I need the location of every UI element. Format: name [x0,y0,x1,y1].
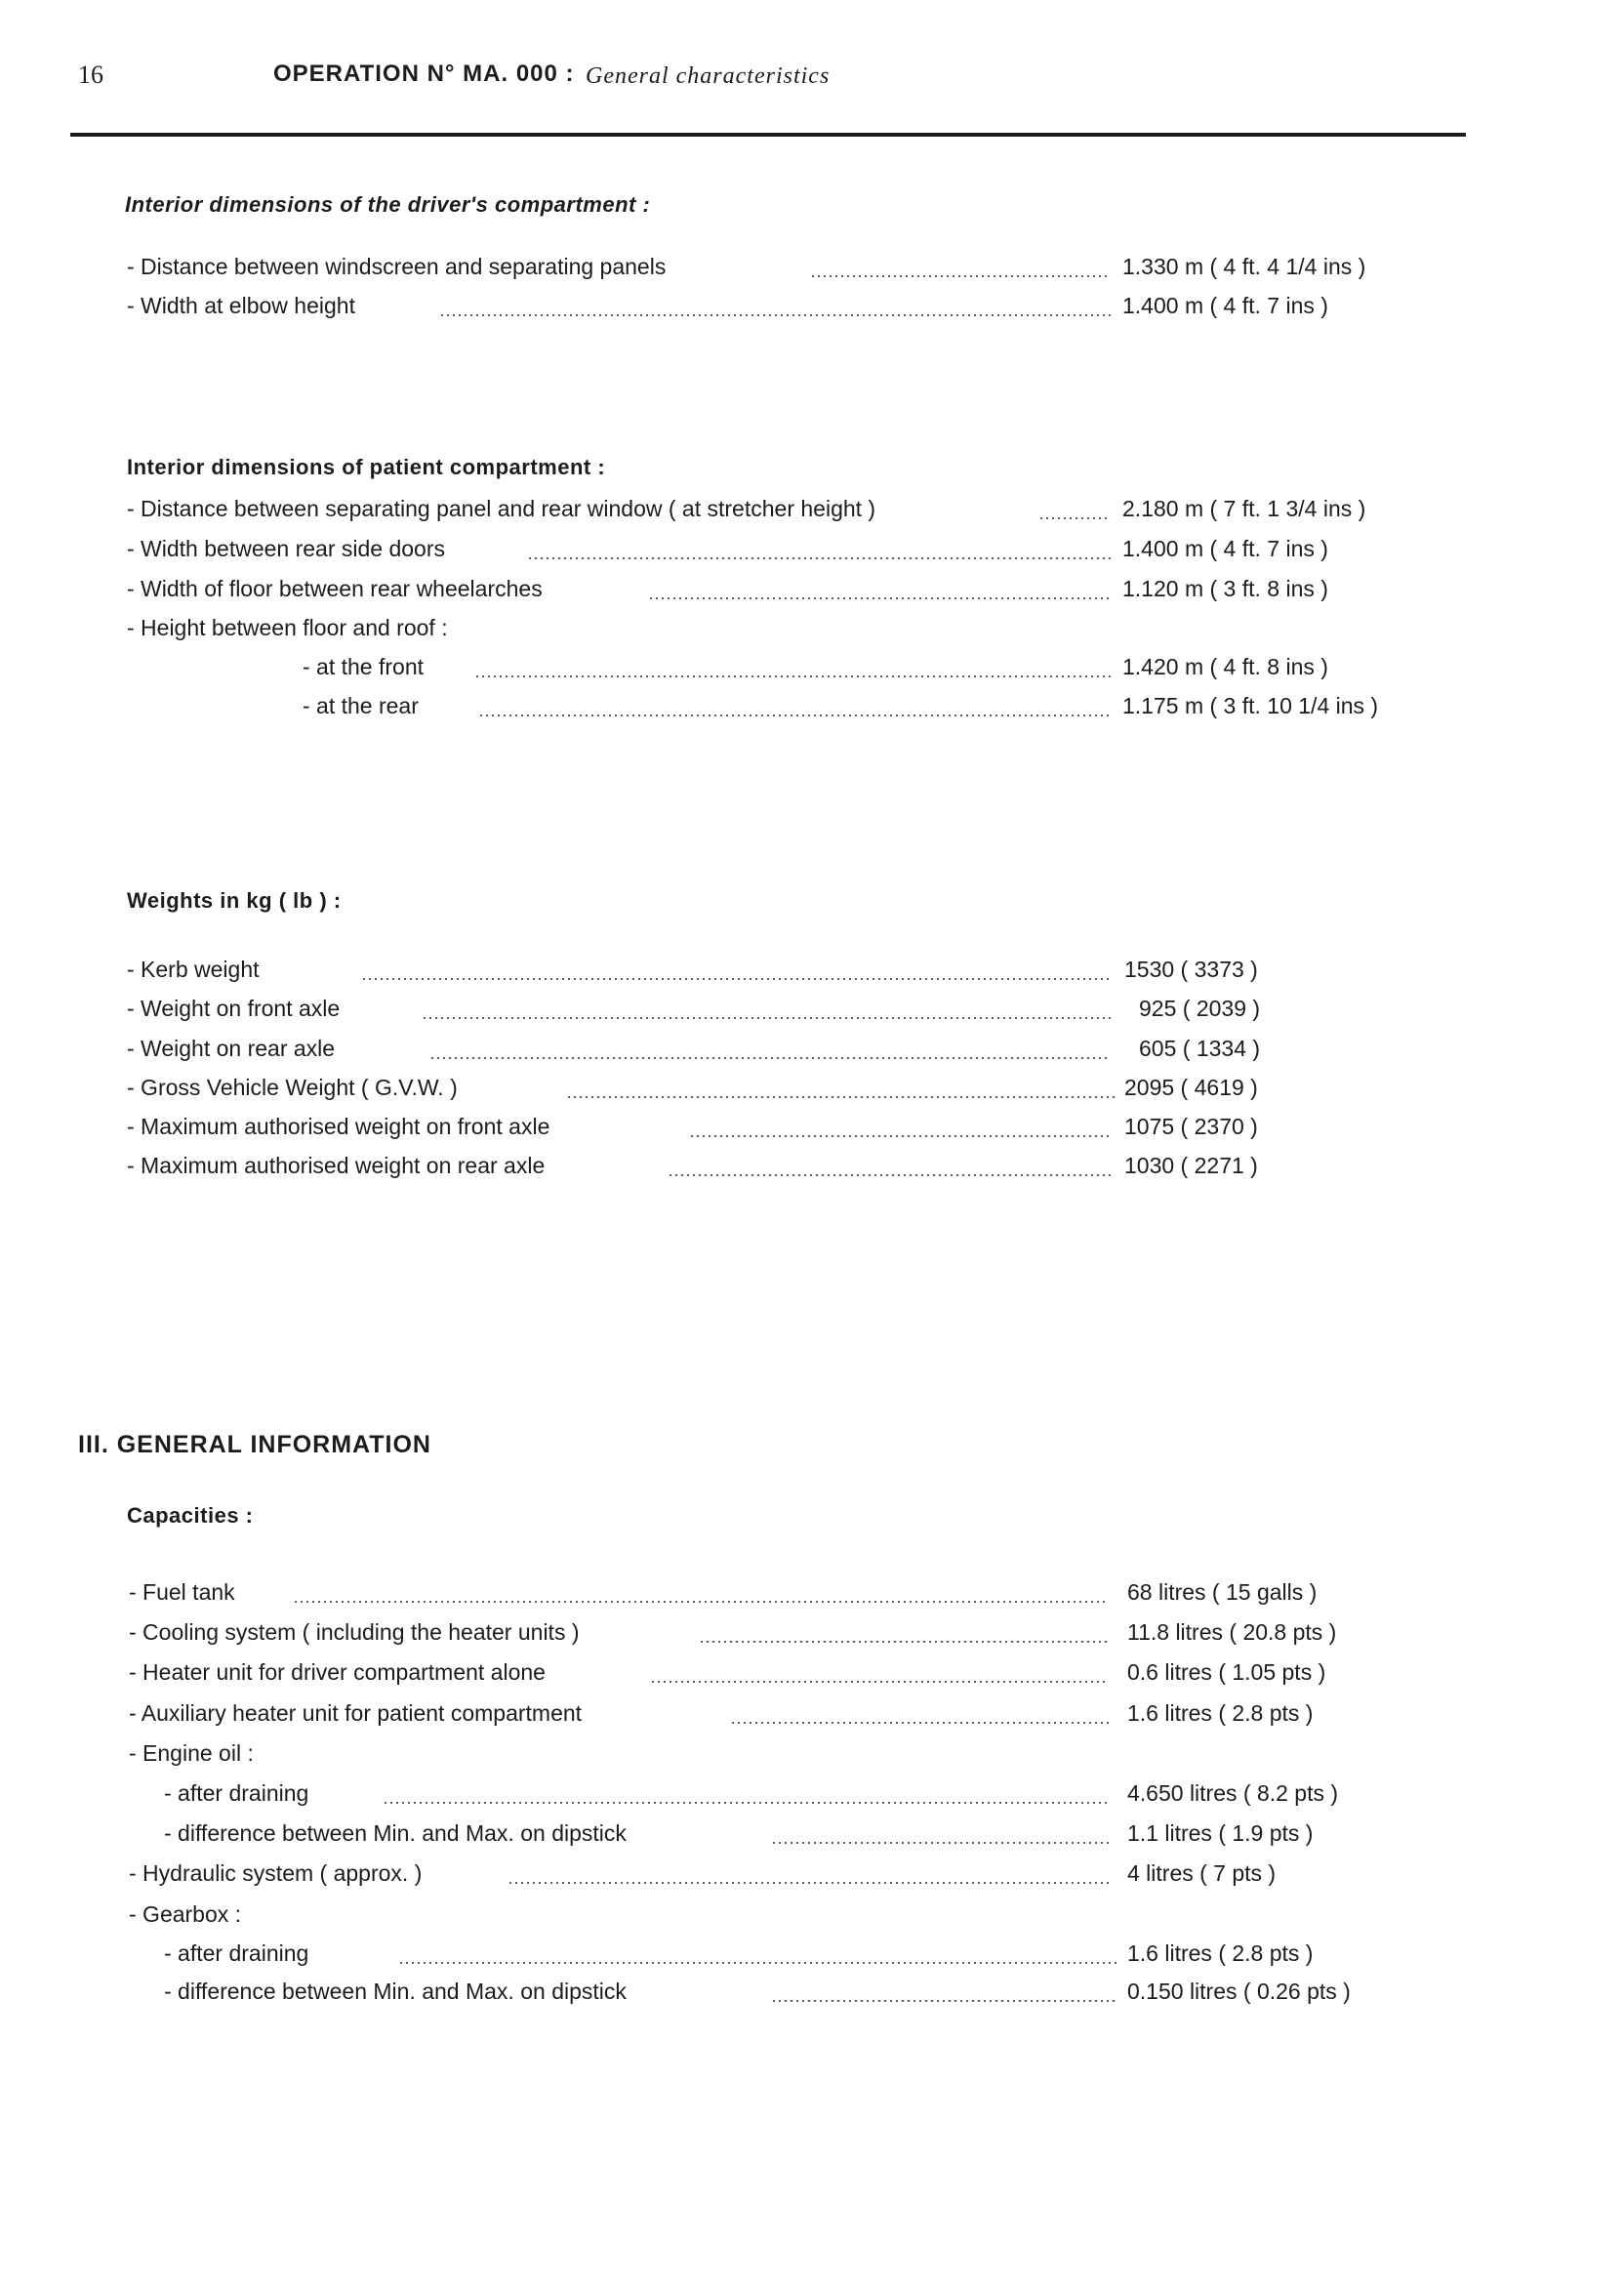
row-value: 1.175 m ( 3 ft. 10 1/4 ins ) [1122,693,1379,718]
dot-leader [527,557,1111,559]
row-label: - Cooling system ( including the heater units ) [129,1619,580,1645]
patient-row [0,615,1624,648]
dot-leader [1038,517,1111,519]
patient-compartment-heading: Interior dimensions of patient compartment : [127,455,606,479]
row-value: 0.6 litres ( 1.05 pts ) [1127,1659,1326,1685]
row-value: 1.6 litres ( 2.8 pts ) [1127,1940,1314,1966]
row-label: - Maximum authorised weight on front axle [127,1114,550,1139]
row-label: - Fuel tank [129,1579,235,1605]
row-value: 1530 ( 3373 ) [1124,957,1258,982]
row-value: 1.400 m ( 4 ft. 7 ins ) [1122,536,1328,561]
row-label: - Weight on rear axle [127,1036,336,1061]
driver-row [0,293,1624,326]
row-label: - Maximum authorised weight on rear axle [127,1153,546,1178]
capacity-row [0,1619,1624,1653]
operation-subtitle: General characteristics [586,63,831,89]
dot-leader [810,275,1111,277]
dot-leader [508,1882,1109,1884]
row-label: - Distance between separating panel and rear window ( at stretcher height ) [127,496,876,521]
capacity-row [0,1820,1624,1854]
capacity-row [0,1740,1624,1774]
row-value: 0.150 litres ( 0.26 pts ) [1127,1979,1351,2004]
patient-row [0,654,1624,687]
dot-leader [566,1096,1118,1098]
dot-leader [398,1962,1116,1964]
dot-leader [668,1174,1111,1176]
dot-leader [648,597,1111,599]
row-value: 1075 ( 2370 ) [1124,1114,1258,1139]
row-value: 1.120 m ( 3 ft. 8 ins ) [1122,576,1328,601]
capacity-row [0,1579,1624,1612]
row-value: 605 ( 1334 ) [1139,1036,1261,1061]
row-label: - difference between Min. and Max. on dipstick [164,1820,627,1846]
row-label: - Gearbox : [129,1901,242,1927]
row-value: 68 litres ( 15 galls ) [1127,1579,1318,1605]
row-label: - Gross Vehicle Weight ( G.V.W. ) [127,1075,458,1100]
row-value: 1030 ( 2271 ) [1124,1153,1258,1178]
capacity-row [0,1700,1624,1734]
row-value: 2095 ( 4619 ) [1124,1075,1258,1100]
capacity-row [0,1979,1624,2012]
header-rule [70,133,1466,137]
dot-leader [689,1135,1111,1137]
row-label: - Height between floor and roof : [127,615,448,640]
capacity-row [0,1659,1624,1693]
row-label: - Weight on front axle [127,996,341,1021]
capacity-row [0,1901,1624,1935]
weights-heading: Weights in kg ( lb ) : [127,888,342,913]
page-header [78,61,1464,100]
dot-leader [771,2000,1116,2002]
row-value: 925 ( 2039 ) [1139,996,1261,1021]
weight-row [0,957,1624,990]
dot-leader [474,675,1111,677]
patient-row [0,496,1624,529]
weight-row [0,1075,1624,1108]
dot-leader [293,1601,1109,1603]
patient-row [0,576,1624,609]
weight-row [0,1114,1624,1147]
capacity-row [0,1860,1624,1894]
row-label: - at the front [303,654,425,679]
dot-leader [478,714,1111,716]
row-label: - Heater unit for driver compartment alone [129,1659,546,1685]
dot-leader [771,1842,1109,1844]
row-value: 4.650 litres ( 8.2 pts ) [1127,1780,1339,1806]
row-label: - Width at elbow height [127,293,355,318]
dot-leader [650,1681,1109,1683]
row-label: - Width of floor between rear wheelarches [127,576,543,601]
weight-row [0,1036,1624,1069]
row-value: 1.1 litres ( 1.9 pts ) [1127,1820,1314,1846]
row-label: - Engine oil : [129,1740,254,1766]
row-label: - Hydraulic system ( approx. ) [129,1860,423,1886]
patient-row [0,536,1624,569]
dot-leader [730,1722,1109,1724]
dot-leader [699,1641,1109,1643]
page-number: 16 [78,61,103,89]
row-value: 11.8 litres ( 20.8 pts ) [1127,1619,1337,1645]
general-information-heading: III. GENERAL INFORMATION [78,1431,431,1458]
row-label: - at the rear [303,693,419,718]
weight-row [0,996,1624,1029]
operation-title: OPERATION N° MA. 000 : [273,61,575,87]
dot-leader [439,314,1111,316]
capacity-row [0,1780,1624,1814]
driver-compartment-heading: Interior dimensions of the driver's compartment : [125,192,651,217]
driver-row [0,254,1624,287]
row-label: - difference between Min. and Max. on dipstick [164,1979,627,2004]
row-value: 1.330 m ( 4 ft. 4 1/4 ins ) [1122,254,1366,279]
row-label: - Distance between windscreen and separating panels [127,254,667,279]
weight-row [0,1153,1624,1186]
row-value: 2.180 m ( 7 ft. 1 3/4 ins ) [1122,496,1366,521]
row-label: - Auxiliary heater unit for patient compartment [129,1700,583,1726]
row-value: 4 litres ( 7 pts ) [1127,1860,1277,1886]
row-value: 1.420 m ( 4 ft. 8 ins ) [1122,654,1328,679]
dot-leader [429,1057,1111,1059]
row-value: 1.400 m ( 4 ft. 7 ins ) [1122,293,1328,318]
row-label: - after draining [164,1780,309,1806]
patient-row [0,693,1624,726]
capacity-row [0,1940,1624,1974]
capacities-heading: Capacities : [127,1503,254,1528]
row-value: 1.6 litres ( 2.8 pts ) [1127,1700,1314,1726]
row-label: - after draining [164,1940,309,1966]
row-label: - Width between rear side doors [127,536,445,561]
dot-leader [422,1017,1111,1019]
dot-leader [361,978,1111,980]
row-label: - Kerb weight [127,957,260,982]
dot-leader [383,1802,1109,1804]
